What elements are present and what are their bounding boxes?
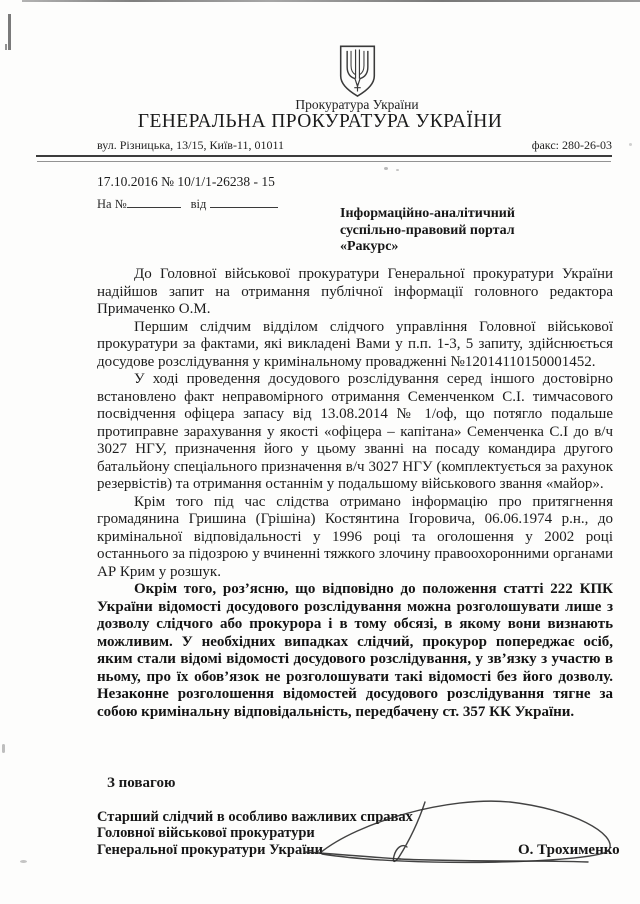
signer-title-line: Старший слідчий в особливо важливих справах (97, 809, 413, 825)
outgoing-ref-number: 17.10.2016 № 10/1/1-26238 - 15 (97, 174, 275, 189)
scan-artifact (20, 860, 27, 863)
ukraine-trident-emblem-icon (338, 45, 377, 98)
addressee-line: «Ракурс» (340, 239, 399, 255)
signer-title-line: Генеральної прокуратури України (97, 841, 323, 858)
scan-artifact (8, 14, 11, 50)
reply-ref-from: від (190, 197, 207, 211)
closing-salutation: З повагою (107, 775, 176, 791)
org-address: вул. Різницька, 13/15, Київ-11, 01011 (97, 138, 285, 152)
body-paragraph-emphasis: Окрім того, роз’ясню, що відповідно до положення статті 222 КПК України відомості досудового розслідування можна розголошувати лише з дозволу слідчого або прокурора і в тому обсязі, в якому вони визнають можливим. У необхідних випадках слідчий, прокурор попереджає осіб, яким стали відомі відомості досудового розслідування, у зв’язку з участю в ньому, про їх обов’язок не розголошувати такі відомості без його дозволу. Незаконне розголошення відомостей досудового розслідування тягне за собою кримінальну відповідальність, передбачену ст. 357 КК України. (97, 581, 613, 720)
letterhead-divider (36, 155, 612, 161)
org-fax: факс: 280-26-03 (531, 138, 612, 152)
body-paragraph: Першим слідчим відділом слідчого управління Головної військової прокуратури за фактами, які викладені Вами у п.п. 1-3, 5 запиту, здійснюється досудове розслідування у кримінальному провадженні №12014110150001452. (97, 318, 613, 370)
body-paragraph: До Головної військової прокуратури Генеральної прокуратури України надійшов запит на отримання публічної інформації головного редактора Примаченко О.М. (97, 266, 613, 317)
reply-ref-line (97, 196, 278, 212)
reply-ref-prefix: На № (97, 197, 127, 211)
scan-artifact (384, 167, 388, 170)
org-name-small: Прокуратура України (295, 97, 419, 112)
reply-number-blank (127, 196, 181, 208)
scan-artifact (396, 169, 399, 171)
addressee-line: Інформаційно-аналітичний (340, 206, 515, 221)
addressee-block (340, 206, 580, 256)
signer-name: О. Трохименко (518, 842, 620, 858)
scan-artifact (22, 0, 640, 2)
letterhead-contact-row (97, 138, 612, 153)
handwritten-signature (280, 790, 630, 890)
signer-title-line: Головної військової прокуратури (97, 825, 315, 842)
body-paragraph: Крім того під час слідства отримано інформацію про притягнення громадянина Гришина (Грішіна) Костянтина Ігоровича, 06.06.1974 р.н., до кримінальної відповідальності у 1996 році та оголошення у 2002 році останнього за підозрою у вчиненні тяжкого злочину правоохоронними органами АР Крим у розшук. (97, 493, 613, 580)
letter-body (97, 266, 613, 721)
reply-date-blank (210, 196, 278, 208)
body-paragraph: У ході проведення досудового розслідування серед іншого достовірно встановлено факт неправомірного отримання Семенченком С.І. тимчасового посвідчення офіцера запасу від 13.08.2014 № 1/оф, що потягло подальше протиправне зарахування у якості «офіцера – капітана» Семенченка С.І до в/ч 3027 НГУ, призначення його у цьому званні на посаду командира другого батальйону спеціального призначення в/ч 3027 НГУ (комплектується за рахунок резервістів) та отримання останнім у подальшому військового звання «майор». (97, 371, 613, 492)
scan-artifact (629, 143, 632, 146)
scan-artifact (2, 744, 5, 753)
org-name-large: ГЕНЕРАЛЬНА ПРОКУРАТУРА УКРАЇНИ (137, 111, 503, 132)
addressee-line: суспільно-правовий портал (340, 222, 515, 238)
